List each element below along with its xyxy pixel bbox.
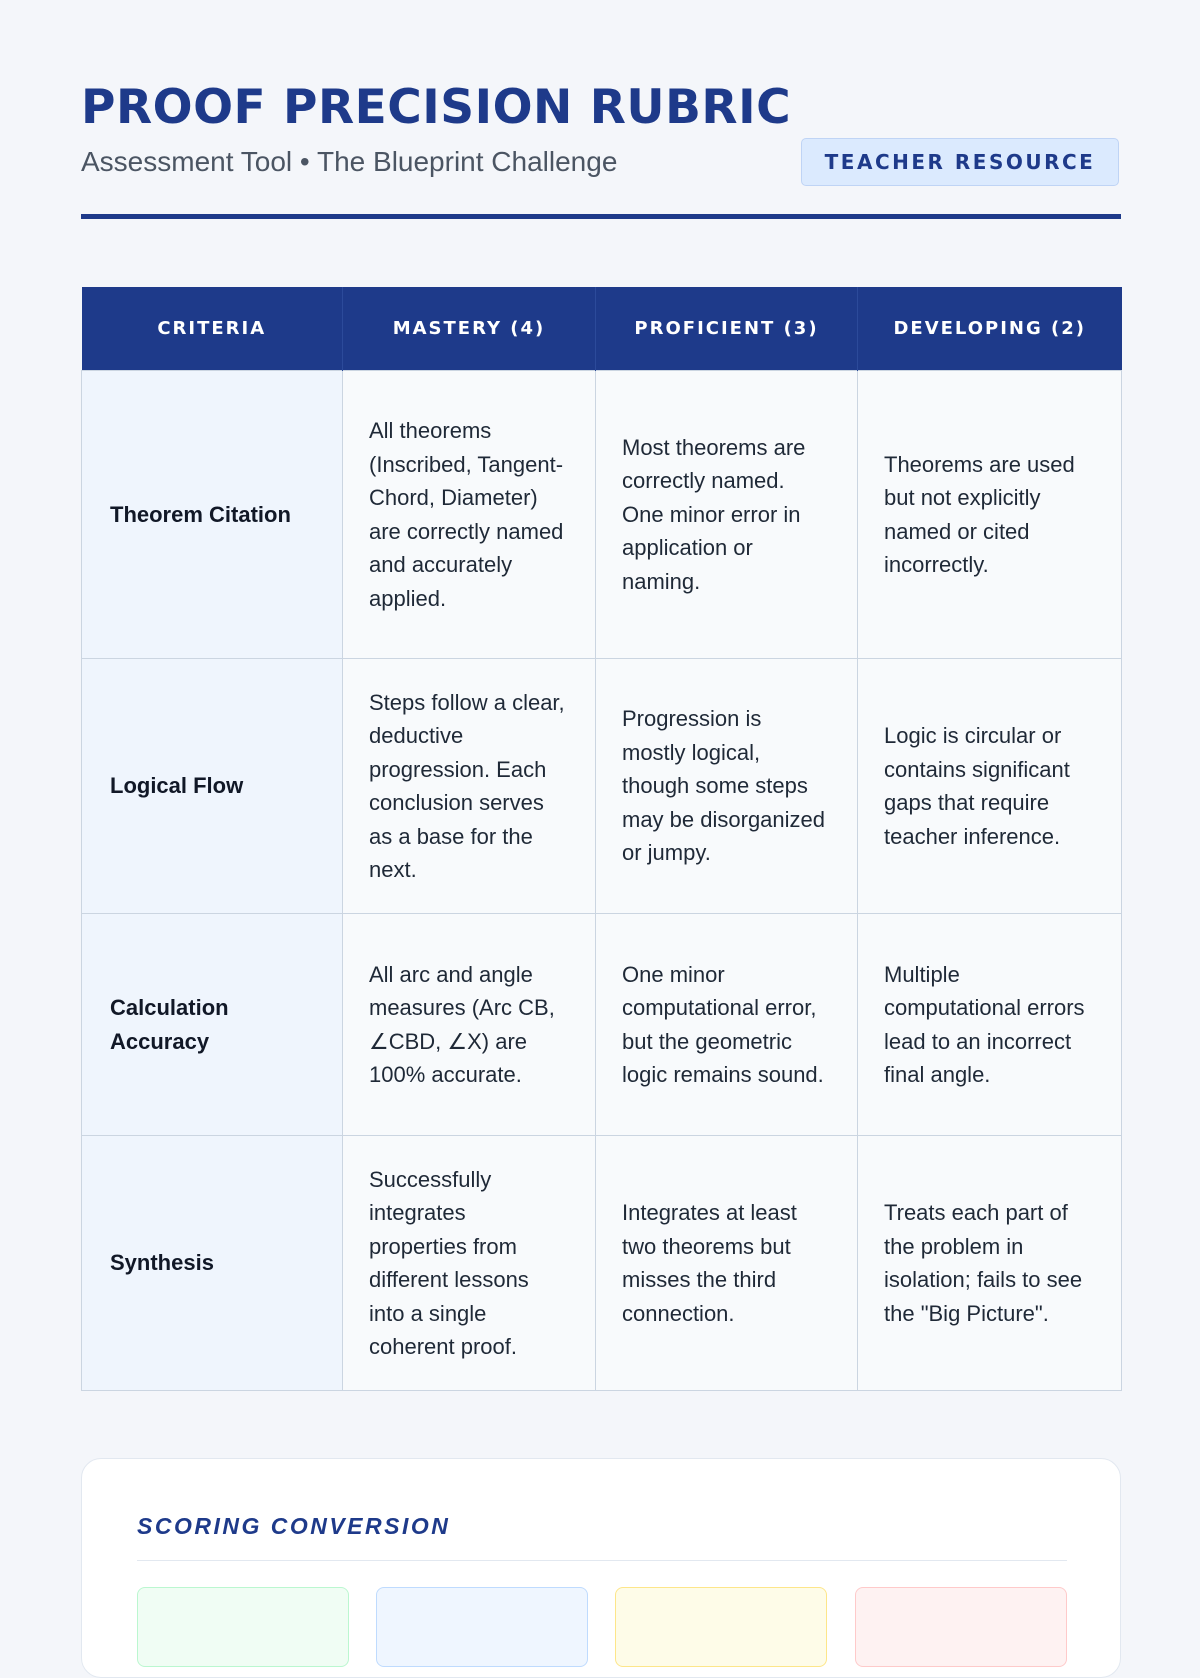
page-subtitle: Assessment Tool • The Blueprint Challenge [81,146,618,177]
developing-cell: Logic is circular or contains significant gaps that require teacher inference. [858,659,1122,914]
page-title: PROOF PRECISION RUBRIC [81,80,792,135]
proficient-cell: Progression is mostly logical, though some steps may be disorganized or jumpy. [596,659,858,914]
table-row [82,914,1122,1136]
criterion-theorem-citation: Theorem Citation [82,371,343,659]
proficient-cell: Most theorems are correctly named. One minor error in application or naming. [596,371,858,659]
mastery-cell: All theorems (Inscribed, Tangent-Chord, Diameter) are correctly named and accurately applied. [343,371,596,659]
column-header-mastery: MASTERY (4) [343,287,596,371]
mastery-cell: Steps follow a clear, deductive progression. Each conclusion serves as a base for the next. [343,659,596,914]
criterion-synthesis: Synthesis [82,1136,343,1391]
rubric-header-row [82,287,1122,371]
developing-cell: Treats each part of the problem in isolation; fails to see the "Big Picture". [858,1136,1122,1391]
scoring-divider [137,1560,1067,1561]
column-header-developing: DEVELOPING (2) [858,287,1122,371]
score-tier-beginning [855,1587,1067,1667]
table-row [82,371,1122,659]
header-divider [81,214,1121,219]
rubric-table [81,287,1122,1391]
score-tier-mastery [137,1587,349,1667]
table-row [82,1136,1122,1391]
developing-cell: Theorems are used but not explicitly named or cited incorrectly. [858,371,1122,659]
score-tier-proficient [376,1587,588,1667]
proficient-cell: Integrates at least two theorems but misses the third connection. [596,1136,858,1391]
table-row [82,659,1122,914]
mastery-cell: Successfully integrates properties from different lessons into a single coherent proof. [343,1136,596,1391]
mastery-cell: All arc and angle measures (Arc CB, ∠CBD, ∠X) are 100% accurate. [343,914,596,1136]
score-tier-developing [615,1587,827,1667]
rubric-page [81,0,1121,1600]
criterion-calculation-accuracy: Calculation Accuracy [82,914,343,1136]
scoring-conversion-card [81,1458,1121,1678]
developing-cell: Multiple computational errors lead to an incorrect final angle. [858,914,1122,1136]
teacher-resource-badge: TEACHER RESOURCE [801,138,1119,186]
criterion-logical-flow: Logical Flow [82,659,343,914]
scoring-conversion-title: SCORING CONVERSION [137,1513,451,1539]
column-header-criteria: CRITERIA [82,287,343,371]
column-header-proficient: PROFICIENT (3) [596,287,858,371]
proficient-cell: One minor computational error, but the geometric logic remains sound. [596,914,858,1136]
